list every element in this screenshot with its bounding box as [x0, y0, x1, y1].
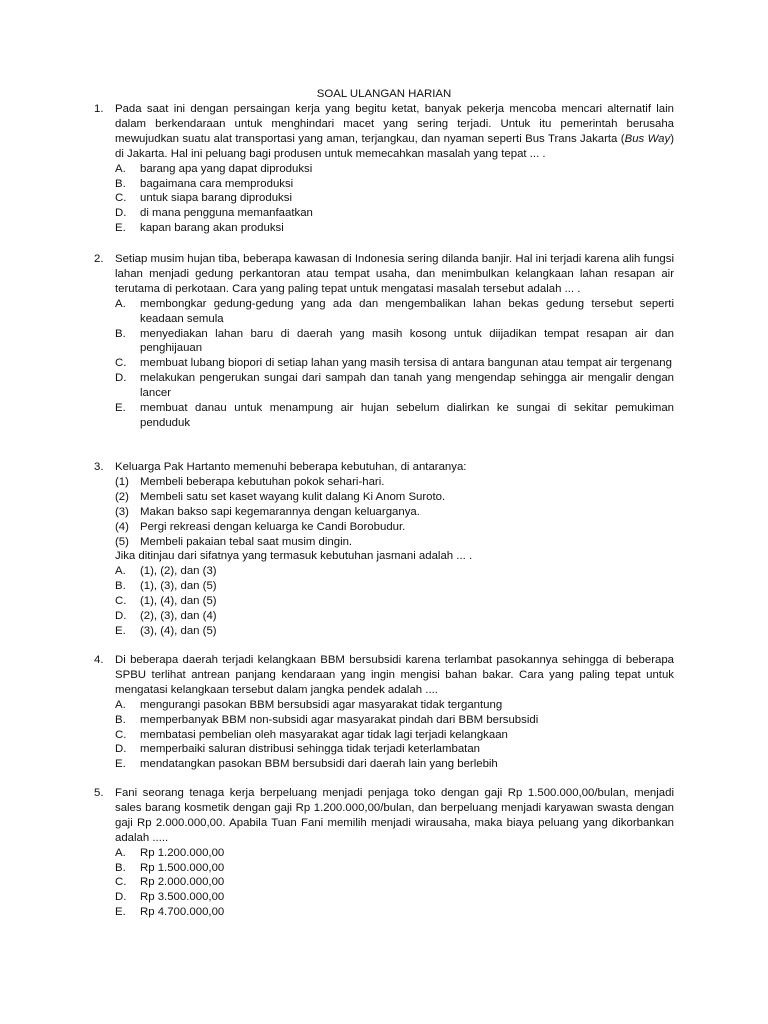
option-b: B. memperbanyak BBM non-subsidi agar masyarakat pindah dari BBM bersubsidi	[115, 713, 539, 726]
option-a: A. membongkar gedung-gedung yang ada dan mengembalikan lahan bekas gedung tersebut seperti keadaan semula	[115, 297, 674, 325]
option-c: C. membatasi pembelian oleh masyarakat agar tidak lagi terjadi kelangkaan	[115, 728, 508, 741]
option-d: D. melakukan pengerukan sungai dari sampah dan tanah yang mengendap sehingga air mengalir dengan lancer	[115, 372, 674, 400]
question-4	[94, 653, 674, 772]
option-d: D. Rp 3.500.000,00	[115, 891, 225, 904]
question-number: 2.	[94, 253, 104, 265]
statement-2: (2) Membeli satu set kaset wayang kulit dalang Ki Anom Suroto.	[115, 490, 446, 503]
statement-1: (1) Membeli beberapa kebutuhan pokok sehari-hari.	[115, 475, 385, 488]
question-5	[94, 786, 674, 920]
option-b: B. menyediakan lahan baru di daerah yang masih kosong untuk diijadikan tempat resapan air dan penghijauan	[115, 327, 674, 355]
option-a: A. mengurangi pasokan BBM bersubsidi agar masyarakat tidak tergantung	[115, 698, 503, 711]
option-e: E. mendatangkan pasokan BBM bersubsidi dari daerah lain yang berlebih	[115, 758, 498, 771]
question-number: 1.	[94, 103, 104, 115]
question-2	[94, 252, 674, 431]
statement-4: (4) Pergi rekreasi dengan keluarga ke Candi Borobudur.	[115, 520, 406, 533]
option-b: B. bagaimana cara memproduksi	[115, 177, 294, 190]
option-c: C. (1), (4), dan (5)	[115, 595, 217, 608]
option-a: A. barang apa yang dapat diproduksi	[115, 162, 313, 175]
question-prompt: Jika ditinjau dari sifatnya yang termasuk kebutuhan jasmani adalah ... .	[115, 550, 473, 563]
question-text: Setiap musim hujan tiba, beberapa kawasan di Indonesia sering dilanda banjir. Hal ini terjadi karena alih fungsi lahan menjadi gedung perkantoran atau tempat usaha, dan menimbulkan kelangkaan lahan resapan air terutama di perkotaan. Cara yang paling tepat untuk mengatasi masalah tersebut adalah ... .	[115, 253, 674, 295]
option-d: D. memperbaiki saluran distribusi sehingga tidak terjadi keterlambatan	[115, 743, 480, 756]
page-title: SOAL ULANGAN HARIAN	[316, 88, 452, 100]
option-e: E. kapan barang akan produksi	[115, 222, 284, 235]
question-text: Di beberapa daerah terjadi kelangkaan BBM bersubsidi karena terlambat pasokannya sehingga di beberapa SPBU terlihat antrean panjang kendaraan yang ingin mengisi bahan bakar. Cara yang paling tepat untuk mengatasi kelangkaan tersebut dalam jangka pendek adalah ....	[115, 654, 674, 696]
question-number: 5.	[94, 787, 104, 799]
statement-5: (5) Membeli pakaian tebal saat musim dingin.	[115, 535, 353, 548]
question-text: Fani seorang tenaga kerja berpeluang menjadi penjaga toko dengan gaji Rp 1.500.000,00/bulan, menjadi sales barang kosmetik dengan gaji Rp 1.200.000,00/bulan, dan berpeluang menjadi karyawan swasta dengan gaji Rp 2.000.000,00. Apabila Tuan Fani memilih menjadi wirausaha, maka biaya peluang yang dikorbankan adalah .....	[115, 787, 674, 844]
option-c: C. Rp 2.000.000,00	[115, 876, 225, 889]
option-d: D. (2), (3), dan (4)	[115, 610, 217, 623]
option-e: E. (3), (4), dan (5)	[115, 624, 217, 637]
option-a: A. Rp 1.200.000,00	[115, 846, 225, 859]
question-text: Pada saat ini dengan persaingan kerja yang begitu ketat, banyak pekerja mencoba mencari alternatif lain dalam berkendaraan untuk menghindari macet yang sering terjadi. Untuk itu pemerintah berusaha mewujudkan suatu alat transportasi yang aman, terjangkau, dan nyaman seperti Bus Trans Jakarta (Bus Way) di Jakarta. Hal ini peluang bagi produsen untuk memecahkan masalah yang tepat ... .	[115, 103, 674, 160]
statement-3: (3) Makan bakso sapi kegemarannya dengan keluarganya.	[115, 505, 420, 518]
question-number: 4.	[94, 654, 104, 666]
option-d: D. di mana pengguna memanfaatkan	[115, 207, 313, 220]
question-number: 3.	[94, 461, 104, 473]
option-b: B. (1), (3), dan (5)	[115, 580, 217, 593]
option-e: E. Rp 4.700.000,00	[115, 906, 225, 919]
question-text: Keluarga Pak Hartanto memenuhi beberapa kebutuhan, di antaranya:	[115, 461, 467, 473]
question-3	[94, 460, 674, 639]
option-c: C. membuat lubang biopori di setiap lahan yang masih tersisa di antara bangunan atau tempat air tergenang	[115, 357, 672, 370]
option-c: C. untuk siapa barang diproduksi	[115, 192, 292, 205]
option-e: E. membuat danau untuk menampung air hujan sebelum dialirkan ke sungai di sekitar pemukiman penduduk	[115, 402, 674, 429]
option-a: A. (1), (2), dan (3)	[115, 565, 217, 578]
question-1	[94, 102, 674, 236]
option-b: B. Rp 1.500.000,00	[115, 861, 225, 874]
